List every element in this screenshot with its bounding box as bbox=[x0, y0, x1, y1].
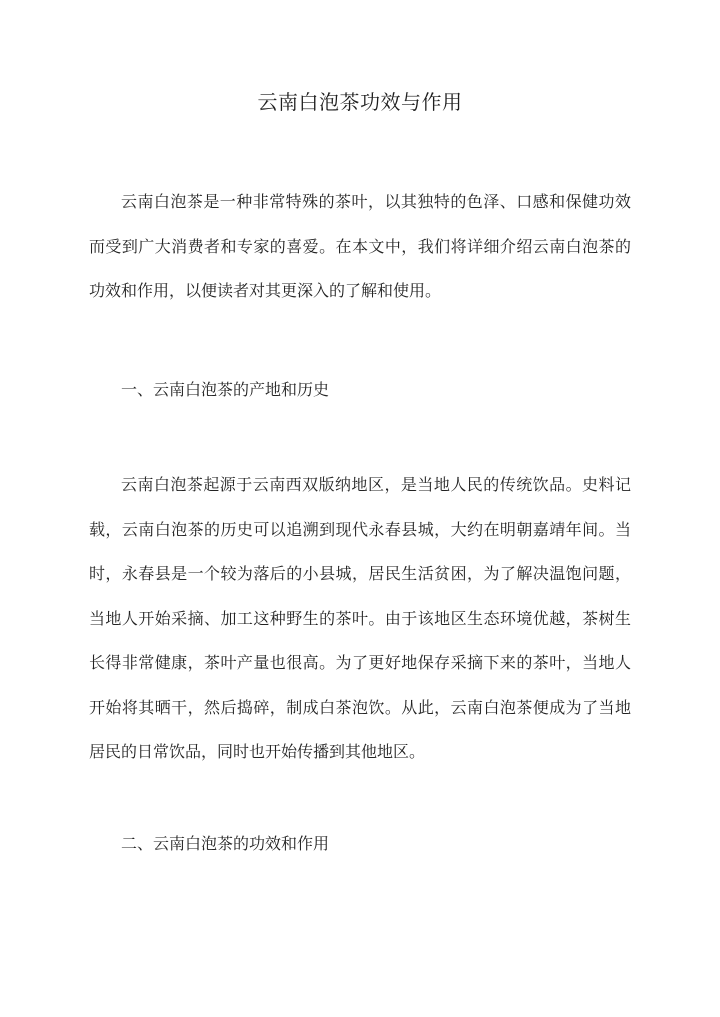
section-heading-effects: 二、云南白泡茶的功效和作用 bbox=[121, 834, 330, 853]
section-heading-origin-history: 一、云南白泡茶的产地和历史 bbox=[121, 380, 330, 399]
origin-history-paragraph: 云南白泡茶起源于云南西双版纳地区，是当地人民的传统饮品。史料记载，云南白泡茶的历史可以追溯到现代永春县城，大约在明朝嘉靖年间。当时，永春县是一个较为落后的小县城，居民生活贫困，为了解决温饱问题，当地人开始采摘、加工这种野生的茶叶。由于该地区生态环境优越，茶树生长得非常健康，茶叶产量也很高。为了更好地保存采摘下来的茶叶，当地人开始将其晒干，然后捣碎，制成白茶泡饮。从此，云南白泡茶便成为了当地居民的日常饮品，同时也开始传播到其他地区。 bbox=[89, 475, 631, 761]
document-title: 云南白泡茶功效与作用 bbox=[257, 90, 463, 114]
intro-paragraph: 云南白泡茶是一种非常特殊的茶叶，以其独特的色泽、口感和保健功效而受到广大消费者和专家的喜爱。在本文中，我们将详细介绍云南白泡茶的功效和作用，以便读者对其更深入的了解和使用。 bbox=[89, 192, 631, 300]
